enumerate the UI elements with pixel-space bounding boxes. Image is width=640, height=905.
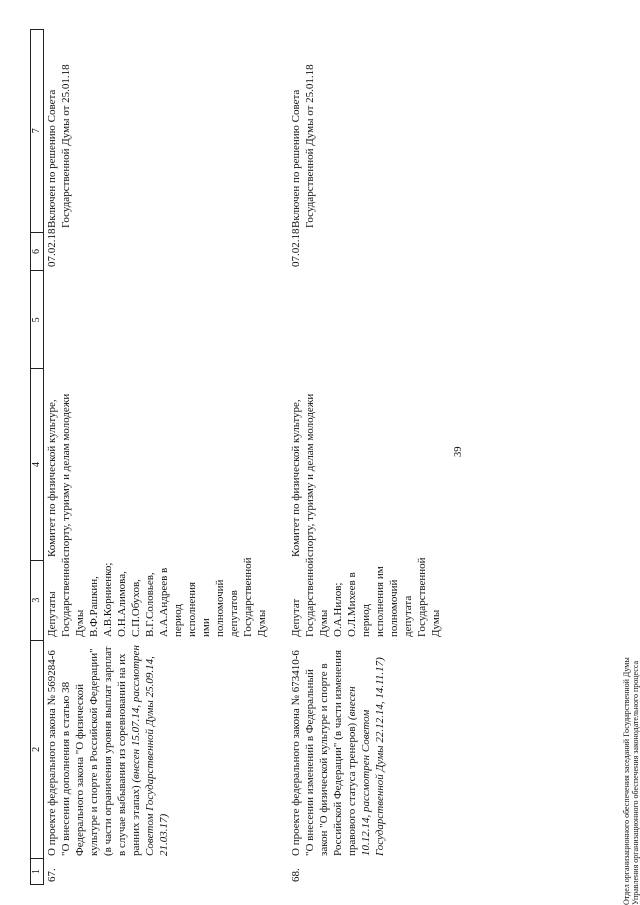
bill-authors: Депутат Государственной Думы О.А.Нилов; О.Л.Михеев в период исполнения им полномочий депутата Государственной Думы <box>290 557 442 637</box>
status-cell: Включен по решению Совета Государственной Думы от 25.01.18 <box>46 64 72 228</box>
column-5-cell <box>44 270 288 368</box>
bill-note: (внесен 10.12.14, рассмотрен Советом Государственной Думы 22.12.14, 14.11.17) <box>346 657 386 856</box>
bill-authors: Депутаты Государственной Думы В.Ф.Рашкин, А.В.Корниенко; О.Н.Алимова, С.П.Обухов, В.Г.Соловьев, А.А.Андреев в период исполнения ими полномочий депутатов Государственной Думы <box>46 557 268 637</box>
committee: Комитет по физической культуре, спорту, туризму и делам молодежи <box>46 393 72 557</box>
date-cell: 07.02.18 <box>46 228 58 267</box>
header-col-3: 3 <box>31 560 43 640</box>
bill-description <box>44 640 288 859</box>
bill-title: О проекте федерального закона № 673410-6 <box>290 650 302 856</box>
table-row <box>288 29 516 885</box>
header-col-5: 5 <box>31 270 43 368</box>
column-5-cell <box>288 270 516 368</box>
footer-line-2: Управления организационного обеспечения законодательного процесса <box>631 660 640 905</box>
footer-line-1: Отдел организационного обеспечения заседаний Государственной Думы <box>622 657 631 905</box>
status-cell: Включен по решению Совета Государственной Думы от 25.01.18 <box>290 64 316 228</box>
header-col-7: 7 <box>31 128 42 134</box>
bill-desc: "О внесении дополнения в статью 38 Федерального закона "О физической культуре и спорте в Российской Федерации" (в части ограничения уровня выплат зарплат в случае выбывания из соревнований на их ранних этапах) <box>60 646 142 856</box>
header-col-6: 6 <box>31 232 43 271</box>
header-col-1: 1 <box>31 858 43 884</box>
bill-description <box>288 640 516 859</box>
agenda-table <box>30 29 516 885</box>
header-col-2: 2 <box>31 640 43 858</box>
date-cell: 07.02.18 <box>290 228 302 267</box>
table-header <box>30 29 44 885</box>
bill-desc: "О внесении изменений в Федеральный закон "О физической культуре и спорте в Российской Федерации" (в части изменения правового статуса тренеров) <box>304 649 358 856</box>
bill-title: О проекте федерального закона № 569284-6 <box>46 650 58 856</box>
bill-note: (внесен 15.07.14, рассмотрен Советом Государственной Думы 25.09.14, 21.03.17) <box>130 645 170 856</box>
footer <box>622 657 640 905</box>
row-number: 67. <box>46 868 58 882</box>
committee: Комитет по физической культуре, спорту, туризму и делам молодежи <box>290 393 316 557</box>
page-number: 39 <box>453 446 464 457</box>
header-col-4: 4 <box>31 368 43 560</box>
table-row <box>44 29 288 885</box>
row-number: 68. <box>290 868 302 882</box>
